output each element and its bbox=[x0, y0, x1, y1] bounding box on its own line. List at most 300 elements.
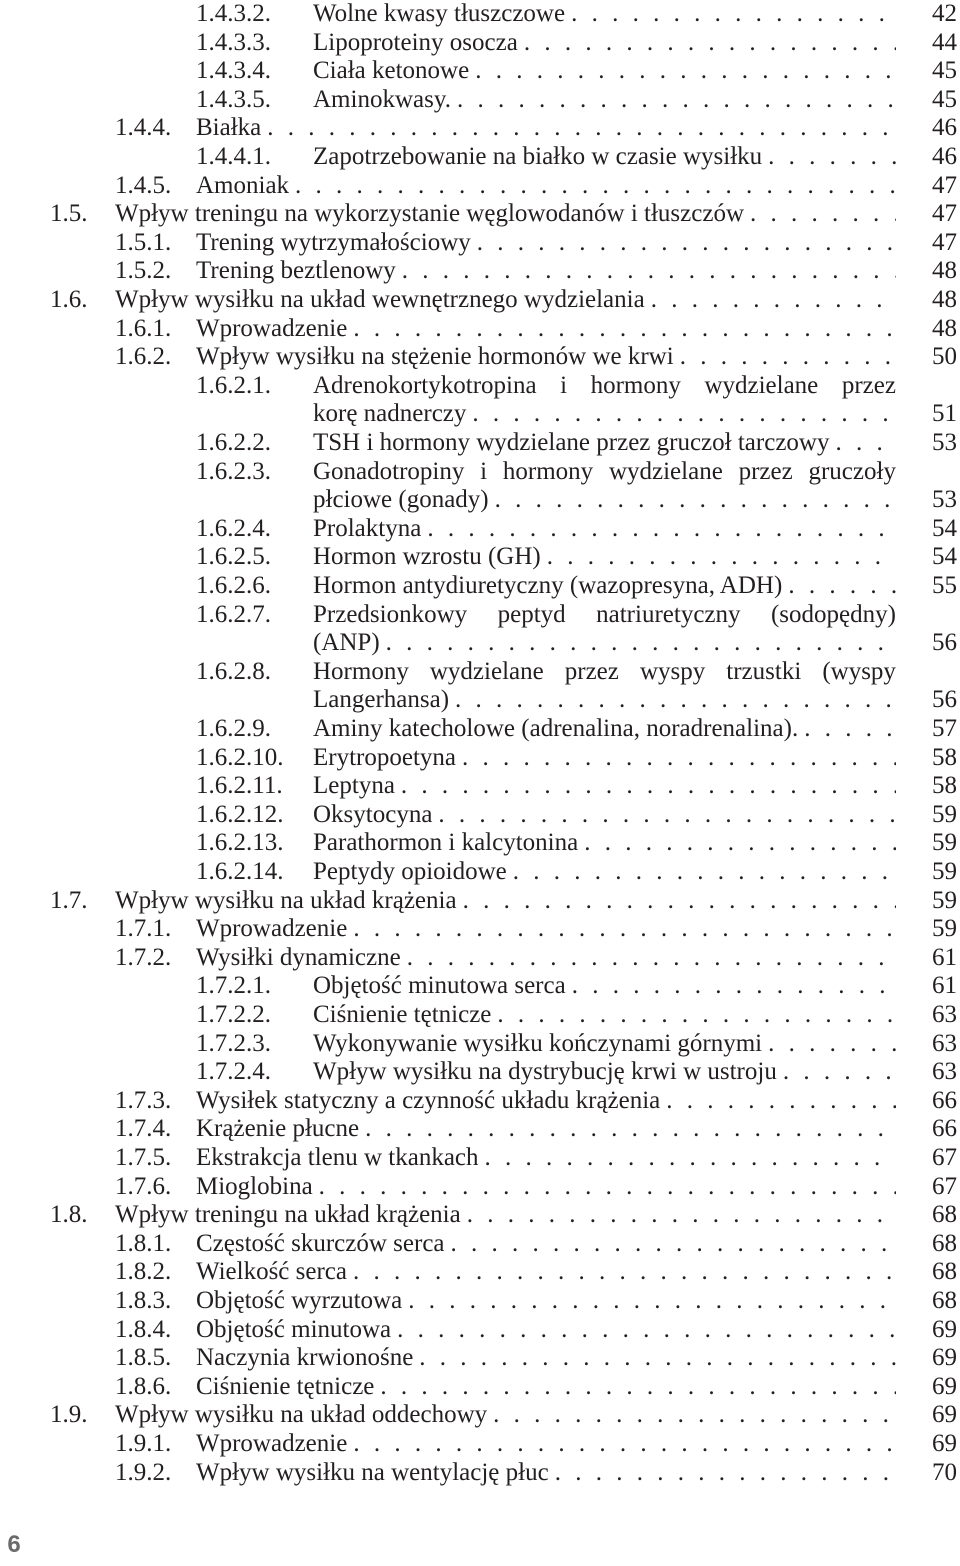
toc-entry-number: 1.6.2.7. bbox=[196, 600, 271, 628]
toc-entry-title: Leptyna bbox=[313, 772, 395, 800]
toc-entry-page: 66 bbox=[932, 1086, 957, 1114]
toc-entry-title: Wielkość serca bbox=[196, 1258, 348, 1286]
toc-entry bbox=[0, 1459, 960, 1488]
toc-entry bbox=[0, 1230, 960, 1259]
toc-entry-number: 1.4.3.4. bbox=[196, 57, 271, 85]
dot-leader bbox=[566, 972, 896, 1000]
toc-entry-title-word: przez bbox=[841, 371, 896, 399]
toc-entry bbox=[0, 944, 960, 973]
dot-leader bbox=[541, 543, 896, 571]
toc-entry bbox=[0, 29, 960, 58]
toc-entry bbox=[0, 601, 960, 658]
toc-entry-body bbox=[115, 1401, 896, 1429]
toc-entry bbox=[0, 143, 960, 172]
toc-entry-title: Wpływ wysiłku na układ krążenia bbox=[115, 886, 457, 914]
toc-entry-page: 59 bbox=[932, 886, 957, 914]
toc-entry-body bbox=[115, 1201, 896, 1229]
dot-leader bbox=[401, 944, 896, 972]
toc-entry bbox=[0, 715, 960, 744]
dot-leader bbox=[491, 1001, 896, 1029]
toc-entry-number: 1.6.2.10. bbox=[196, 743, 284, 771]
dot-leader bbox=[396, 257, 896, 285]
toc-entry-body bbox=[196, 114, 896, 142]
toc-entry bbox=[0, 1430, 960, 1459]
toc-entry-body bbox=[313, 772, 896, 800]
toc-entry-title: płciowe (gonady) bbox=[313, 485, 489, 513]
toc-entry-title: Hormon antydiuretyczny (wazopresyna, ADH) bbox=[313, 572, 783, 599]
dot-leader bbox=[391, 1316, 896, 1344]
toc-entry-body bbox=[196, 1344, 896, 1372]
toc-entry-number: 1.8.3. bbox=[115, 1287, 172, 1314]
toc-entry bbox=[0, 1258, 960, 1287]
toc-entry-title-word: wydzielane bbox=[704, 371, 819, 399]
dot-leader bbox=[466, 400, 896, 428]
toc-entry-body bbox=[313, 86, 896, 114]
toc-entry bbox=[0, 658, 960, 715]
toc-entry-body bbox=[313, 29, 896, 57]
toc-entry-title-word: hormony bbox=[590, 371, 681, 399]
dot-leader bbox=[479, 1144, 896, 1172]
toc-entry-title: Aminokwasy. bbox=[313, 85, 451, 113]
toc-entry-page: 47 bbox=[932, 171, 957, 199]
toc-entry-title: Aminy katecholowe (adrenalina, noradrenalina). bbox=[313, 715, 799, 742]
toc-entry-number: 1.6.2.3. bbox=[196, 457, 271, 485]
toc-entry-number: 1.4.4.1. bbox=[196, 143, 271, 170]
toc-entry-body bbox=[196, 1316, 896, 1344]
toc-entry-title: Lipoproteiny osocza bbox=[313, 28, 518, 56]
dot-leader bbox=[578, 829, 896, 857]
toc-entry-title: Amoniak bbox=[196, 171, 290, 199]
toc-entry-number: 1.7.6. bbox=[115, 1172, 172, 1200]
toc-entry-page: 59 bbox=[932, 858, 957, 885]
toc-entry-page: 42 bbox=[932, 0, 957, 27]
toc-entry-title-word: peptyd bbox=[497, 600, 566, 628]
toc-entry-title: Ekstrakcja tlenu w tkankach bbox=[196, 1144, 479, 1171]
toc-entry-page: 59 bbox=[932, 829, 957, 857]
dot-leader bbox=[798, 715, 896, 743]
toc-entry-title-line bbox=[313, 372, 896, 400]
toc-entry-title: Wpływ wysiłku na dystrybucję krwi w ustroju bbox=[313, 1058, 777, 1086]
toc-entry-title-word: Przedsionkowy bbox=[313, 600, 468, 628]
toc-entry-body bbox=[196, 1430, 896, 1458]
dot-leader bbox=[507, 858, 896, 886]
toc-entry-title: Wprowadzenie bbox=[196, 314, 348, 342]
toc-entry-page: 57 bbox=[932, 715, 957, 742]
toc-entry-title: Ciała ketonowe bbox=[313, 57, 470, 85]
toc-entry bbox=[0, 0, 960, 29]
toc-entry-body bbox=[196, 229, 896, 257]
toc-entry-number: 1.6.2.4. bbox=[196, 514, 271, 542]
toc-entry-body bbox=[115, 887, 896, 915]
dot-leader bbox=[432, 801, 896, 829]
toc-entry-number: 1.6.2.11. bbox=[196, 772, 283, 800]
toc-entry bbox=[0, 86, 960, 115]
toc-entry-title-word: i bbox=[480, 457, 488, 485]
toc-entry-body bbox=[313, 572, 896, 600]
toc-entry-title-word: hormony bbox=[502, 457, 594, 485]
toc-entry-page: 68 bbox=[932, 1258, 957, 1286]
toc-entry-title-word: Hormony bbox=[313, 657, 409, 685]
dot-leader bbox=[402, 1287, 896, 1315]
toc-entry-title: Hormon wzrostu (GH) bbox=[313, 543, 541, 571]
toc-entry-body bbox=[196, 315, 896, 343]
toc-entry-title-word: gruczoły bbox=[808, 457, 896, 485]
toc-entry-number: 1.6.1. bbox=[115, 314, 172, 342]
dot-leader bbox=[487, 1401, 896, 1429]
toc-entry-title: Wpływ wysiłku na stężenie hormonów we krwi bbox=[196, 343, 674, 371]
toc-entry-page: 47 bbox=[932, 200, 957, 228]
toc-entry-title: Wykonywanie wysiłku kończynami górnymi bbox=[313, 1029, 763, 1057]
toc-entry-number: 1.6.2.6. bbox=[196, 572, 271, 599]
toc-entry-title: Wpływ wysiłku na układ oddechowy bbox=[115, 1401, 488, 1429]
toc-entry-title: Ciśnienie tętnicze bbox=[313, 1001, 492, 1028]
toc-entry-body bbox=[313, 1058, 896, 1086]
toc-entry-title-line bbox=[313, 658, 896, 686]
toc-entry bbox=[0, 1173, 960, 1202]
toc-entry-page: 67 bbox=[932, 1144, 957, 1171]
toc-entry-body bbox=[313, 1030, 896, 1058]
toc-entry-body bbox=[313, 57, 896, 85]
toc-entry-title: Erytropoetyna bbox=[313, 743, 457, 771]
toc-entry-number: 1.6.2.12. bbox=[196, 800, 284, 828]
toc-entry-page: 68 bbox=[932, 1201, 957, 1229]
toc-entry-title: Wpływ wysiłku na wentylację płuc bbox=[196, 1458, 549, 1486]
toc-entry-title: Białka bbox=[196, 114, 262, 142]
toc-entry-number: 1.8.2. bbox=[115, 1258, 172, 1286]
toc-entry-body bbox=[313, 744, 896, 772]
toc-entry-title-continuation bbox=[313, 686, 896, 714]
dot-leader bbox=[782, 572, 896, 600]
dot-leader bbox=[380, 629, 896, 657]
toc-entry bbox=[0, 1115, 960, 1144]
toc-entry-title: Wysiłek statyczny a czynność układu krążenia bbox=[196, 1086, 661, 1114]
toc-entry-body bbox=[313, 458, 896, 514]
toc-entry-number: 1.7.1. bbox=[115, 915, 172, 943]
page-number: 6 bbox=[0, 1527, 28, 1563]
toc-entry-body bbox=[196, 944, 896, 972]
toc-entry bbox=[0, 315, 960, 344]
toc-entry-body bbox=[313, 1001, 896, 1029]
toc-entry-title-continuation bbox=[313, 486, 896, 514]
toc-entry-title: Trening wytrzymałościowy bbox=[196, 228, 471, 256]
toc-entry-number: 1.6.2.8. bbox=[196, 657, 271, 685]
toc-entry-page: 54 bbox=[932, 514, 957, 542]
toc-entry-page: 55 bbox=[932, 572, 957, 599]
toc-entry-page: 56 bbox=[932, 685, 957, 713]
toc-entry bbox=[0, 829, 960, 858]
toc-entry-title-word: (wyspy bbox=[822, 657, 896, 685]
dot-leader bbox=[762, 143, 896, 171]
dot-leader bbox=[347, 1430, 896, 1458]
toc-entry-page: 69 bbox=[932, 1344, 957, 1372]
toc-entry-number: 1.7. bbox=[50, 886, 88, 914]
toc-entry-number: 1.4.3.2. bbox=[196, 0, 271, 27]
toc-entry-body bbox=[196, 1258, 896, 1286]
dot-leader bbox=[445, 1230, 896, 1258]
dot-leader bbox=[413, 1344, 896, 1372]
toc-entry-title: Mioglobina bbox=[196, 1172, 313, 1200]
toc-entry-number: 1.6.2.9. bbox=[196, 715, 271, 742]
toc-entry-title-word: Adrenokortykotropina bbox=[313, 371, 537, 399]
dot-leader bbox=[489, 486, 896, 514]
toc-entry-number: 1.4.4. bbox=[115, 114, 172, 142]
toc-entry bbox=[0, 1030, 960, 1059]
toc-entry-body bbox=[313, 858, 896, 886]
toc-entry bbox=[0, 744, 960, 773]
toc-entry bbox=[0, 458, 960, 515]
toc-entry bbox=[0, 1344, 960, 1373]
toc-entry-title-word: natriuretyczny bbox=[596, 600, 741, 628]
toc-entry-page: 69 bbox=[932, 1401, 957, 1429]
toc-entry-body bbox=[196, 1287, 896, 1315]
toc-entry bbox=[0, 114, 960, 143]
toc-entry-title-word: przez bbox=[738, 457, 793, 485]
toc-entry bbox=[0, 1316, 960, 1345]
dot-leader bbox=[347, 315, 896, 343]
dot-leader bbox=[660, 1087, 896, 1115]
dot-leader bbox=[289, 172, 896, 200]
toc-entry-title-word: i bbox=[560, 371, 568, 399]
toc-entry-title: Wpływ treningu na wykorzystanie węglowodanów i tłuszczów bbox=[115, 200, 745, 228]
toc-entry-number: 1.4.3.3. bbox=[196, 28, 271, 56]
toc-entry-number: 1.6. bbox=[50, 286, 88, 313]
toc-entry bbox=[0, 1401, 960, 1430]
toc-entry-title: Krążenie płucne bbox=[196, 1115, 360, 1143]
toc-entry-page: 44 bbox=[932, 28, 957, 56]
toc-entry bbox=[0, 772, 960, 801]
toc-entry-title: Wpływ treningu na układ krążenia bbox=[115, 1201, 461, 1229]
toc-entry bbox=[0, 1201, 960, 1230]
toc-entry-body bbox=[196, 1087, 896, 1115]
toc-entry-title: korę nadnerczy bbox=[313, 399, 467, 427]
toc-entry-number: 1.9.2. bbox=[115, 1458, 172, 1486]
toc-entry-page: 53 bbox=[932, 485, 957, 513]
toc-entry-title-line bbox=[313, 601, 896, 629]
toc-entry-body bbox=[196, 915, 896, 943]
dot-leader bbox=[395, 772, 896, 800]
toc-entry-page: 45 bbox=[932, 57, 957, 85]
toc-entry-title-word: przez bbox=[564, 657, 619, 685]
toc-entry bbox=[0, 801, 960, 830]
toc-entry bbox=[0, 372, 960, 429]
toc-entry-number: 1.7.3. bbox=[115, 1086, 172, 1114]
toc-entry bbox=[0, 57, 960, 86]
toc-entry-number: 1.6.2.14. bbox=[196, 858, 284, 885]
toc-entry-body bbox=[115, 286, 896, 314]
toc-entry-number: 1.7.2.2. bbox=[196, 1001, 271, 1028]
toc-entry-body bbox=[313, 515, 896, 543]
toc-entry-page: 67 bbox=[932, 1172, 957, 1200]
toc-entry-number: 1.7.4. bbox=[115, 1115, 172, 1143]
dot-leader bbox=[347, 915, 896, 943]
toc-entry bbox=[0, 257, 960, 286]
toc-entry-title: Trening beztlenowy bbox=[196, 257, 396, 285]
dot-leader bbox=[374, 1373, 896, 1401]
toc-entry-body bbox=[196, 1173, 896, 1201]
dot-leader bbox=[762, 1030, 896, 1058]
dot-leader bbox=[313, 1173, 896, 1201]
toc-entry-number: 1.9.1. bbox=[115, 1430, 172, 1457]
toc-entry bbox=[0, 1058, 960, 1087]
toc-entry bbox=[0, 1087, 960, 1116]
toc-entry-number: 1.8.1. bbox=[115, 1229, 172, 1257]
toc-entry-title: Wolne kwasy tłuszczowe bbox=[313, 0, 566, 27]
toc-entry bbox=[0, 172, 960, 201]
toc-entry-page: 47 bbox=[932, 228, 957, 256]
toc-entry-title: Oksytocyna bbox=[313, 800, 433, 828]
toc-entry-number: 1.7.2. bbox=[115, 943, 172, 971]
toc-entry-number: 1.8. bbox=[50, 1201, 88, 1229]
toc-entry-title-word: trzustki bbox=[726, 657, 802, 685]
toc-entry-page: 68 bbox=[932, 1229, 957, 1257]
dot-leader bbox=[449, 686, 896, 714]
toc-entry-title: Langerhansa) bbox=[313, 685, 450, 713]
toc-entry-title-line bbox=[313, 458, 896, 486]
dot-leader bbox=[565, 0, 896, 28]
toc-entry bbox=[0, 343, 960, 372]
toc-entry-body bbox=[196, 257, 896, 285]
dot-leader bbox=[829, 429, 896, 457]
toc-entry-number: 1.9. bbox=[50, 1401, 88, 1429]
toc-entry-number: 1.7.2.3. bbox=[196, 1029, 271, 1057]
toc-entry bbox=[0, 1287, 960, 1316]
dot-leader bbox=[421, 515, 896, 543]
toc-entry-page: 69 bbox=[932, 1315, 957, 1343]
dot-leader bbox=[744, 200, 896, 228]
toc-entry-title: Peptydy opioidowe bbox=[313, 858, 507, 885]
toc-entry bbox=[0, 972, 960, 1001]
toc-entry-title: TSH i hormony wydzielane przez gruczoł tarczowy bbox=[313, 429, 830, 456]
toc-entry bbox=[0, 572, 960, 601]
dot-leader bbox=[261, 114, 896, 142]
toc-entry-number: 1.8.5. bbox=[115, 1344, 172, 1372]
toc-entry-title: Ciśnienie tętnicze bbox=[196, 1372, 375, 1400]
toc-entry-title-continuation bbox=[313, 400, 896, 428]
toc-entry-page: 59 bbox=[932, 915, 957, 943]
toc-entry-page: 46 bbox=[932, 114, 957, 142]
toc-entry-page: 54 bbox=[932, 543, 957, 571]
toc-entry-page: 50 bbox=[932, 343, 957, 371]
toc-entry-title: Wpływ wysiłku na układ wewnętrznego wydzielania bbox=[115, 286, 645, 313]
toc-entry bbox=[0, 915, 960, 944]
toc-entry-page: 45 bbox=[932, 85, 957, 113]
toc-entry-body bbox=[313, 715, 896, 743]
toc-entry bbox=[0, 515, 960, 544]
toc-entry-title-continuation bbox=[313, 629, 896, 657]
toc-entry-number: 1.4.5. bbox=[115, 171, 172, 199]
toc-entry-title-word: wydzielane bbox=[608, 457, 723, 485]
toc-entry-page: 63 bbox=[932, 1029, 957, 1057]
toc-entry-page: 53 bbox=[932, 429, 957, 456]
dot-leader bbox=[549, 1459, 896, 1487]
toc-entry-title: Częstość skurczów serca bbox=[196, 1229, 445, 1257]
dot-leader bbox=[777, 1058, 896, 1086]
toc-entry-body bbox=[313, 601, 896, 657]
toc-entry-title: Naczynia krwionośne bbox=[196, 1344, 414, 1372]
toc-entry-title: Objętość minutowa bbox=[196, 1315, 392, 1343]
toc-entry-page: 48 bbox=[932, 257, 957, 285]
toc-entry bbox=[0, 1001, 960, 1030]
toc-entry-body bbox=[313, 972, 896, 1000]
toc-entry-body bbox=[196, 1115, 896, 1143]
toc-entry-body bbox=[115, 200, 896, 228]
toc-entry-number: 1.5.2. bbox=[115, 257, 172, 285]
toc-entry-body bbox=[313, 543, 896, 571]
toc-entry-number: 1.6.2.5. bbox=[196, 543, 271, 571]
toc-entry-body bbox=[313, 801, 896, 829]
toc-entry-page: 46 bbox=[932, 143, 957, 170]
toc-entry-title: Wprowadzenie bbox=[196, 915, 348, 943]
toc-entry-body bbox=[196, 1230, 896, 1258]
toc-entry-title: Wysiłki dynamiczne bbox=[196, 943, 401, 971]
toc-entry-body bbox=[313, 658, 896, 714]
toc-entry-title-word: (sodopędny) bbox=[770, 600, 896, 628]
toc-entry-title: Wprowadzenie bbox=[196, 1430, 348, 1457]
toc-entry-title: Zapotrzebowanie na białko w czasie wysiłku bbox=[313, 143, 763, 170]
toc-entry-body bbox=[313, 143, 896, 171]
dot-leader bbox=[645, 286, 896, 314]
toc-entry-number: 1.5. bbox=[50, 200, 88, 228]
toc-entry-body bbox=[196, 172, 896, 200]
toc-entry-number: 1.6.2. bbox=[115, 343, 172, 371]
toc-entry-number: 1.4.3.5. bbox=[196, 85, 271, 113]
toc-entry-page: 58 bbox=[932, 743, 957, 771]
toc-entry-page: 58 bbox=[932, 772, 957, 800]
toc-entry-body bbox=[196, 1459, 896, 1487]
toc-entry-page: 56 bbox=[932, 628, 957, 656]
toc-entry-body bbox=[313, 829, 896, 857]
toc-entry-page: 66 bbox=[932, 1115, 957, 1143]
toc-entry-number: 1.5.1. bbox=[115, 228, 172, 256]
toc-entry-number: 1.6.2.13. bbox=[196, 829, 284, 857]
toc-entry-page: 61 bbox=[932, 972, 957, 1000]
toc-entry-page: 63 bbox=[932, 1058, 957, 1086]
toc-entry-body bbox=[196, 343, 896, 371]
toc-entry bbox=[0, 286, 960, 315]
toc-entry bbox=[0, 1144, 960, 1173]
dot-leader bbox=[469, 57, 896, 85]
toc-entry bbox=[0, 858, 960, 887]
toc-entry-title: Parathormon i kalcytonina bbox=[313, 829, 579, 857]
toc-entry-number: 1.6.2.1. bbox=[196, 371, 271, 399]
dot-leader bbox=[359, 1115, 896, 1143]
toc-entry bbox=[0, 1373, 960, 1402]
toc-entry-title-word: wydzielane bbox=[429, 657, 544, 685]
toc-entry-page: 69 bbox=[932, 1430, 957, 1457]
toc-entry-number: 1.6.2.2. bbox=[196, 429, 271, 456]
toc-entry-page: 59 bbox=[932, 800, 957, 828]
toc-entry-title: Objętość minutowa serca bbox=[313, 972, 566, 1000]
toc-entry-page: 68 bbox=[932, 1287, 957, 1314]
dot-leader bbox=[456, 744, 896, 772]
toc-entry-number: 1.7.2.1. bbox=[196, 972, 271, 1000]
toc-entry bbox=[0, 887, 960, 916]
toc-entry bbox=[0, 200, 960, 229]
toc-entry-title: (ANP) bbox=[313, 628, 380, 656]
toc-entry bbox=[0, 543, 960, 572]
toc-entry-page: 69 bbox=[932, 1372, 957, 1400]
dot-leader bbox=[471, 229, 896, 257]
toc-entry-title-word: wyspy bbox=[639, 657, 706, 685]
toc-entry-body bbox=[196, 1144, 896, 1172]
dot-leader bbox=[451, 86, 896, 114]
toc-entry bbox=[0, 429, 960, 458]
toc-entry-page: 61 bbox=[932, 943, 957, 971]
dot-leader bbox=[674, 343, 896, 371]
dot-leader bbox=[461, 1201, 896, 1229]
toc-entry-number: 1.7.2.4. bbox=[196, 1058, 271, 1086]
toc-entry-number: 1.7.5. bbox=[115, 1144, 172, 1171]
